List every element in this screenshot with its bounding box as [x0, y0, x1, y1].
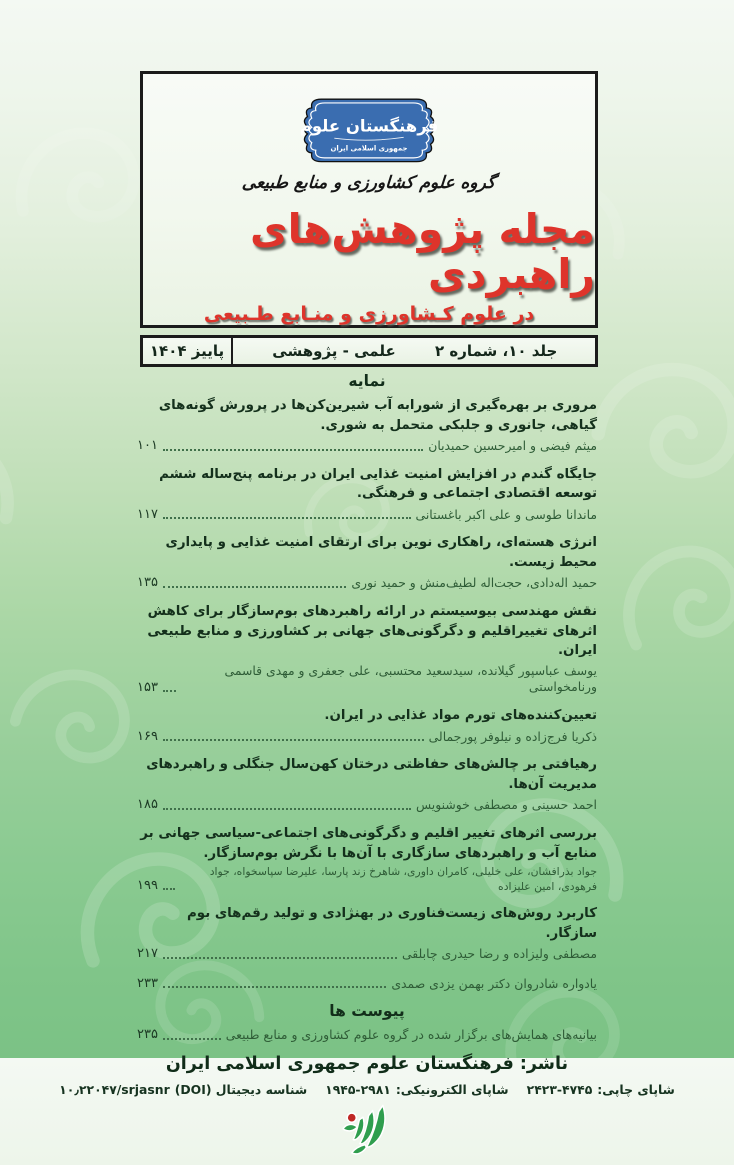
dot-leader [163, 808, 411, 810]
toc-entry [137, 904, 597, 963]
article-page-number: ۱۱۷ [137, 506, 158, 522]
logo-red-dot [347, 1113, 356, 1122]
doi-label: شناسه دیجیتال (DOI) [174, 1081, 308, 1097]
season-year: پاییز ۱۴۰۴ [143, 338, 233, 364]
issn-line [59, 1081, 675, 1097]
article-authors: یادواره شادروان دکتر بهمن یزدی صمدی [391, 975, 597, 991]
journal-title: مجله پژوهش‌های راهبردی [250, 204, 595, 298]
dot-leader [163, 586, 346, 588]
issn-print-label: شاپای چاپی: [597, 1081, 675, 1097]
dot-leader [163, 1038, 221, 1040]
journal-type: علمی - پژوهشی [272, 342, 396, 360]
logo-base-leaf [352, 1145, 367, 1154]
article-page-number: ۱۸۵ [137, 797, 158, 813]
article-authors-row [137, 437, 597, 455]
appendix-page-number: ۲۳۵ [137, 1027, 158, 1043]
toc-entry [137, 602, 597, 696]
dot-leader [163, 888, 175, 890]
article-authors-row [137, 506, 597, 524]
doi-segment [59, 1082, 307, 1097]
toc-entry [137, 975, 597, 993]
article-title: تعیین‌کننده‌های تورم مواد غذایی در ایران. [324, 708, 597, 724]
article-authors-row [137, 865, 597, 894]
article-page-number: ۱۶۹ [137, 728, 158, 744]
leaf-bird-logo [339, 1103, 395, 1165]
cover-content [59, 372, 675, 1165]
department-calligraphy: گروه علوم کشاورزی و منابع طبیعی [241, 172, 497, 193]
toc-entry [137, 533, 597, 592]
appendix-heading: پیوست ها [329, 1002, 405, 1021]
article-authors: یوسف عباسپور گیلانده، سیدسعید محتسبی، علی جعفری و مهدی قاسمی ورنامخواستی [224, 662, 597, 695]
appendix-entry [137, 1026, 597, 1044]
article-authors: میثم فیضی و امیرحسین حمیدیان [428, 437, 597, 453]
article-title: بررسی اثرهای تغییر اقلیم و دگرگونی‌های اجتماعی-سیاسی جهانی بر منابع آب و راهبردهای سازگاری با آن‌ها با نگرش بوم‌سازگار. [140, 825, 597, 861]
article-authors-row [137, 796, 597, 814]
logo-left-leaf [343, 1124, 357, 1131]
article-title: نقش مهندسی بیوسیستم در ارائه راهبردهای بوم‌سازگار برای کاهش اثرهای تغییراقلیم و دگرگونی‌های جهانی بر کشاورزی و منابع طبیعی ایران. [147, 604, 597, 659]
issn-electronic-label: شاپای الکترونیکی: [395, 1081, 509, 1097]
dot-leader [163, 517, 411, 519]
article-authors-row [137, 663, 597, 696]
dot-leader [163, 986, 386, 988]
journal-subtitle: در علوم کـشاورزی و منـابع طـبیعی [203, 303, 535, 325]
issn-electronic [325, 1082, 508, 1097]
dot-leader [163, 957, 397, 959]
article-authors: احمد حسینی و مصطفی خوشنویس [416, 797, 597, 813]
toc-entry [137, 465, 597, 524]
article-title: جایگاه گندم در افزایش امنیت غذایی ایران در برنامه پنج‌ساله ششم توسعه اقتصادی اجتماعی و فرهنگی. [159, 466, 597, 502]
article-authors: ذکریا فرج‌زاده و نیلوفر پورجمالی [428, 728, 597, 744]
volume-issue: جلد ۱۰، شماره ۲ [435, 342, 558, 360]
article-page-number: ۱۳۵ [137, 575, 158, 591]
article-title: انرژی هسته‌ای، راهکاری نوین برای ارتقای امنیت غذایی و پایداری محیط زیست. [165, 535, 597, 570]
article-authors-row [137, 728, 597, 746]
toc-entry [137, 824, 597, 894]
issn-print [527, 1082, 675, 1097]
article-authors-row [137, 574, 597, 592]
academy-name: فرهنگستان علوم [299, 116, 439, 136]
appendix-text: بیانیه‌های همایش‌های برگزار شده در گروه علوم کشاورزی و منابع طبیعی [225, 1027, 597, 1043]
academy-subtitle: جمهوری اسلامی ایران [330, 144, 408, 153]
article-authors: جواد بذرافشان، علی خلیلی، کامران داوری، شاهرخ زند پارسا، علیرضا سپاسخواه، جواد فرهودی، امین علیزاده [209, 865, 597, 893]
toc-entries [137, 396, 597, 992]
masthead-box [140, 71, 598, 328]
toc-heading: نمایه [348, 372, 386, 390]
toc-entry [137, 755, 597, 814]
article-title: مروری بر بهره‌گیری از شورابه آب شیرین‌کن‌ها در پرورش گونه‌های گیاهی، جانوری و جلبکی متحمل به شوری. [158, 398, 597, 433]
issn-print-value: ۲۴۲۳-۴۷۴۵ [526, 1081, 593, 1097]
publisher-line: ناشر: فرهنگستان علوم جمهوری اسلامی ایران [165, 1053, 569, 1074]
academy-of-sciences-logo [293, 94, 445, 167]
article-authors: حمید اله‌دادی، حجت‌اله لطیف‌منش و حمید نوری [351, 575, 597, 591]
issn-electronic-value: ۱۹۴۵-۲۹۸۱ [325, 1081, 391, 1097]
article-page-number: ۲۳۳ [137, 975, 158, 991]
appendix-row [137, 1026, 597, 1044]
article-authors-row [137, 975, 597, 993]
issue-bar [140, 335, 598, 367]
doi-value: ۱۰٫۲۲۰۴۷/srjasnr [59, 1081, 170, 1097]
article-authors: مصطفی ولیزاده و رضا حیدری چابلقی [401, 946, 597, 962]
toc-entry [137, 396, 597, 455]
dot-leader [163, 690, 176, 692]
article-authors-row [137, 945, 597, 963]
article-page-number: ۱۹۹ [137, 877, 158, 893]
article-authors: ماندانا طوسی و علی اکبر باغستانی [415, 506, 597, 522]
appendix-entries [137, 1026, 597, 1044]
article-title: کاربرد روش‌های زیست‌فناوری در بهنژادی و تولید رقم‌های بوم سازگار. [186, 906, 597, 941]
dot-leader [163, 449, 423, 451]
article-page-number: ۱۰۱ [137, 438, 158, 454]
toc-entry [137, 706, 597, 745]
article-page-number: ۱۵۳ [137, 679, 158, 695]
article-title: رهیافتی بر چالش‌های حفاظتی درختان کهن‌سال جنگلی و راهبردهای مدیریت آن‌ها. [146, 757, 597, 792]
dot-leader [163, 739, 424, 741]
article-page-number: ۲۱۷ [137, 946, 158, 962]
